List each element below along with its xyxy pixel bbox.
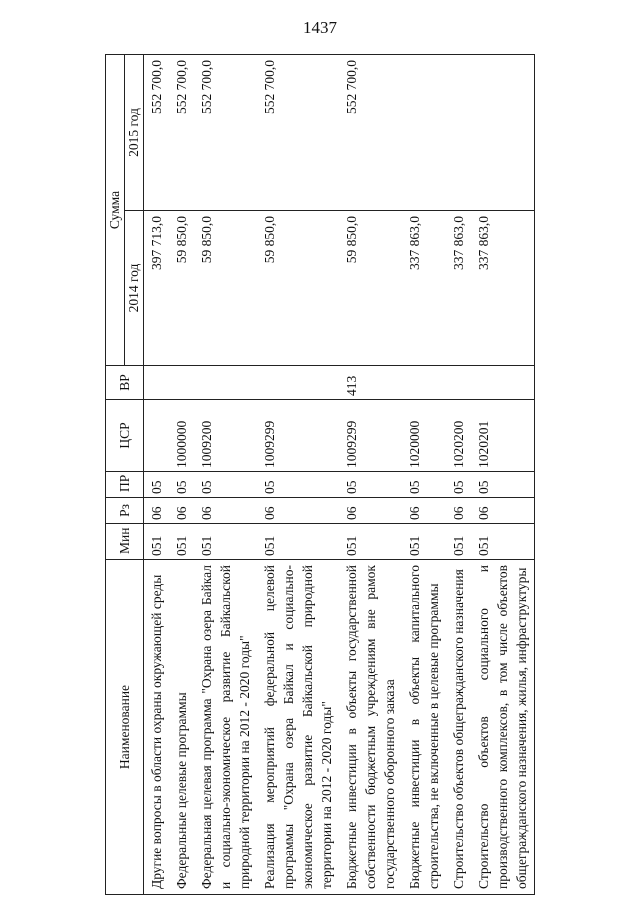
cell-rz: 06 bbox=[194, 498, 257, 524]
cell-vr bbox=[471, 366, 535, 400]
cell-2014: 59 850,0 bbox=[194, 211, 257, 366]
cell-pr: 05 bbox=[169, 472, 194, 498]
header-2014: 2014 год bbox=[125, 211, 144, 366]
cell-csr: 1020200 bbox=[446, 400, 471, 472]
cell-2014: 59 850,0 bbox=[169, 211, 194, 366]
cell-2015: 552 700,0 bbox=[257, 54, 339, 210]
cell-pr: 05 bbox=[194, 472, 257, 498]
header-2015: 2015 год bbox=[125, 54, 144, 210]
table-row bbox=[194, 54, 257, 894]
cell-min: 051 bbox=[257, 524, 339, 560]
cell-2015 bbox=[471, 54, 535, 210]
table-row bbox=[169, 54, 194, 894]
cell-rz: 06 bbox=[257, 498, 339, 524]
cell-min: 051 bbox=[402, 524, 446, 560]
cell-rz: 06 bbox=[446, 498, 471, 524]
cell-vr bbox=[194, 366, 257, 400]
cell-name: Другие вопросы в области охраны окружающей среды bbox=[144, 560, 170, 895]
header-vr: ВР bbox=[106, 366, 144, 400]
cell-2014: 59 850,0 bbox=[339, 211, 402, 366]
cell-pr: 05 bbox=[471, 472, 535, 498]
cell-vr bbox=[446, 366, 471, 400]
cell-2015: 552 700,0 bbox=[194, 54, 257, 210]
rotated-table-container bbox=[105, 55, 560, 895]
cell-name: Федеральные целевые программы bbox=[169, 560, 194, 895]
header-name: Наименование bbox=[106, 560, 144, 895]
table-body bbox=[144, 54, 535, 894]
cell-min: 051 bbox=[471, 524, 535, 560]
cell-csr: 1009299 bbox=[257, 400, 339, 472]
cell-2015: 552 700,0 bbox=[144, 54, 170, 210]
header-rz: Рз bbox=[106, 498, 144, 524]
cell-min: 051 bbox=[144, 524, 170, 560]
cell-vr bbox=[169, 366, 194, 400]
cell-rz: 06 bbox=[402, 498, 446, 524]
cell-min: 051 bbox=[194, 524, 257, 560]
cell-csr: 1009299 bbox=[339, 400, 402, 472]
cell-2015 bbox=[446, 54, 471, 210]
cell-2014: 337 863,0 bbox=[446, 211, 471, 366]
cell-vr bbox=[257, 366, 339, 400]
cell-name: Федеральная целевая программа "Охрана озера Байкал и социально-экономическое развитие Байкальской природной территории на 2012 - 2020 годы" bbox=[194, 560, 257, 895]
header-sum: Сумма bbox=[106, 54, 125, 365]
cell-2014: 337 863,0 bbox=[402, 211, 446, 366]
cell-2014: 59 850,0 bbox=[257, 211, 339, 366]
table-row bbox=[402, 54, 446, 894]
cell-rz: 06 bbox=[471, 498, 535, 524]
cell-pr: 05 bbox=[257, 472, 339, 498]
cell-pr: 05 bbox=[144, 472, 170, 498]
cell-csr: 1009200 bbox=[194, 400, 257, 472]
page-number: 1437 bbox=[303, 18, 337, 37]
header-pr: ПР bbox=[106, 472, 144, 498]
table-row bbox=[257, 54, 339, 894]
header-min: Мин bbox=[106, 524, 144, 560]
cell-2015 bbox=[402, 54, 446, 210]
cell-vr: 413 bbox=[339, 366, 402, 400]
cell-pr: 05 bbox=[446, 472, 471, 498]
cell-csr: 1020201 bbox=[471, 400, 535, 472]
cell-name: Строительство объектов общегражданского назначения bbox=[446, 560, 471, 895]
cell-rz: 06 bbox=[169, 498, 194, 524]
cell-csr bbox=[144, 400, 170, 472]
cell-name: Строительство объектов социального и производственного комплексов, в том числе объектов общегражданского назначения, жилья, инфраструктуры bbox=[471, 560, 535, 895]
budget-table bbox=[105, 54, 535, 895]
cell-name: Реализация мероприятий федеральной целевой программы "Охрана озера Байкал и социально-экономическое развитие Байкальской природной территории на 2012 - 2020 годы" bbox=[257, 560, 339, 895]
cell-2014: 337 863,0 bbox=[471, 211, 535, 366]
cell-csr: 1020000 bbox=[402, 400, 446, 472]
cell-2015: 552 700,0 bbox=[169, 54, 194, 210]
cell-min: 051 bbox=[339, 524, 402, 560]
cell-min: 051 bbox=[169, 524, 194, 560]
table-row bbox=[471, 54, 535, 894]
cell-name: Бюджетные инвестиции в объекты государственной собственности бюджетным учреждениям вне рамок государственного оборонного заказа bbox=[339, 560, 402, 895]
header-csr: ЦСР bbox=[106, 400, 144, 472]
cell-rz: 06 bbox=[339, 498, 402, 524]
cell-vr bbox=[402, 366, 446, 400]
table-row bbox=[339, 54, 402, 894]
cell-pr: 05 bbox=[339, 472, 402, 498]
cell-2014: 397 713,0 bbox=[144, 211, 170, 366]
cell-name: Бюджетные инвестиции в объекты капитального строительства, не включенные в целевые программы bbox=[402, 560, 446, 895]
cell-rz: 06 bbox=[144, 498, 170, 524]
header-row-1 bbox=[106, 54, 125, 894]
cell-2015: 552 700,0 bbox=[339, 54, 402, 210]
table-row bbox=[144, 54, 170, 894]
table-row bbox=[446, 54, 471, 894]
cell-vr bbox=[144, 366, 170, 400]
cell-pr: 05 bbox=[402, 472, 446, 498]
cell-min: 051 bbox=[446, 524, 471, 560]
cell-csr: 1000000 bbox=[169, 400, 194, 472]
